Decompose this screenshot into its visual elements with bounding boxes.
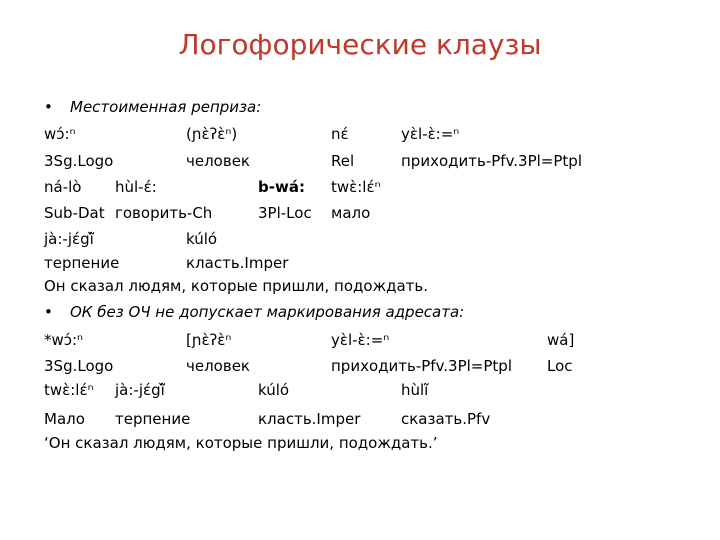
bullet-heading-1: Местоименная реприза: xyxy=(70,98,262,116)
ex2-word: wá] xyxy=(547,331,575,349)
bullet-marker: • xyxy=(44,98,53,116)
ex2-word: yɛ̀l-ɛ̀:=ⁿ xyxy=(331,331,390,349)
ex2-word: twɛ̀:lɛ́ⁿ xyxy=(44,381,94,399)
ex1-gloss: мало xyxy=(331,204,371,222)
ex2-gloss: терпение xyxy=(115,410,191,428)
ex1-gloss: человек xyxy=(186,152,250,170)
ex2-gloss: человек xyxy=(186,357,250,375)
ex1-gloss: 3Sg.Logo xyxy=(44,152,114,170)
ex2-translation: ‘Он сказал людям, которые пришли, подождать.’ xyxy=(44,434,438,452)
ex1-word: ná-lò xyxy=(44,178,82,196)
ex1-word: hùl-ɛ́: xyxy=(115,178,157,196)
ex2-word: hùlĩ xyxy=(401,381,429,399)
ex2-gloss: приходить-Pfv.3Pl=Ptpl xyxy=(331,357,512,375)
ex1-gloss: Sub-Dat xyxy=(44,204,105,222)
ex2-gloss: 3Sg.Logo xyxy=(44,357,114,375)
ex1-word: wɔ́:ⁿ xyxy=(44,125,76,143)
ex1-gloss: терпение xyxy=(44,254,120,272)
ex1-gloss: класть.Imper xyxy=(186,254,289,272)
ex1-word: kúló xyxy=(186,230,218,248)
slide-title: Логофорические клаузы xyxy=(178,28,542,61)
ex1-word: nɛ́ xyxy=(331,125,349,143)
ex2-word: [ɲɛ̀ʔɛ̀ⁿ xyxy=(186,331,232,349)
ex1-word: (ɲɛ̀ʔɛ̀ⁿ) xyxy=(186,125,238,143)
ex1-translation: Он сказал людям, которые пришли, подождать. xyxy=(44,277,429,295)
bullet-heading-2: ОК без ОЧ не допускает маркирования адресата: xyxy=(70,303,465,321)
bullet-marker: • xyxy=(44,303,53,321)
ex2-gloss: Мало xyxy=(44,410,85,428)
ex1-gloss: Rel xyxy=(331,152,355,170)
ex1-gloss: 3Pl-Loc xyxy=(258,204,312,222)
ex1-gloss: говорить-Ch xyxy=(115,204,213,222)
ex1-word: yɛ̀l-ɛ̀:=ⁿ xyxy=(401,125,460,143)
ex2-gloss: класть.Imper xyxy=(258,410,361,428)
ex2-word: kúló xyxy=(258,381,290,399)
ex1-gloss: приходить-Pfv.3Pl=Ptpl xyxy=(401,152,582,170)
ex2-word: *wɔ́:ⁿ xyxy=(44,331,84,349)
ex2-gloss: сказать.Pfv xyxy=(401,410,491,428)
ex2-gloss: Loc xyxy=(547,357,573,375)
ex1-word: jà:-jɛ́gĩ̌ xyxy=(44,230,94,248)
ex1-word-bold: b-wá: xyxy=(258,178,305,196)
ex2-word: jà:-jɛ́gĩ̌ xyxy=(115,381,165,399)
ex1-word: twɛ̀:lɛ́ⁿ xyxy=(331,178,381,196)
